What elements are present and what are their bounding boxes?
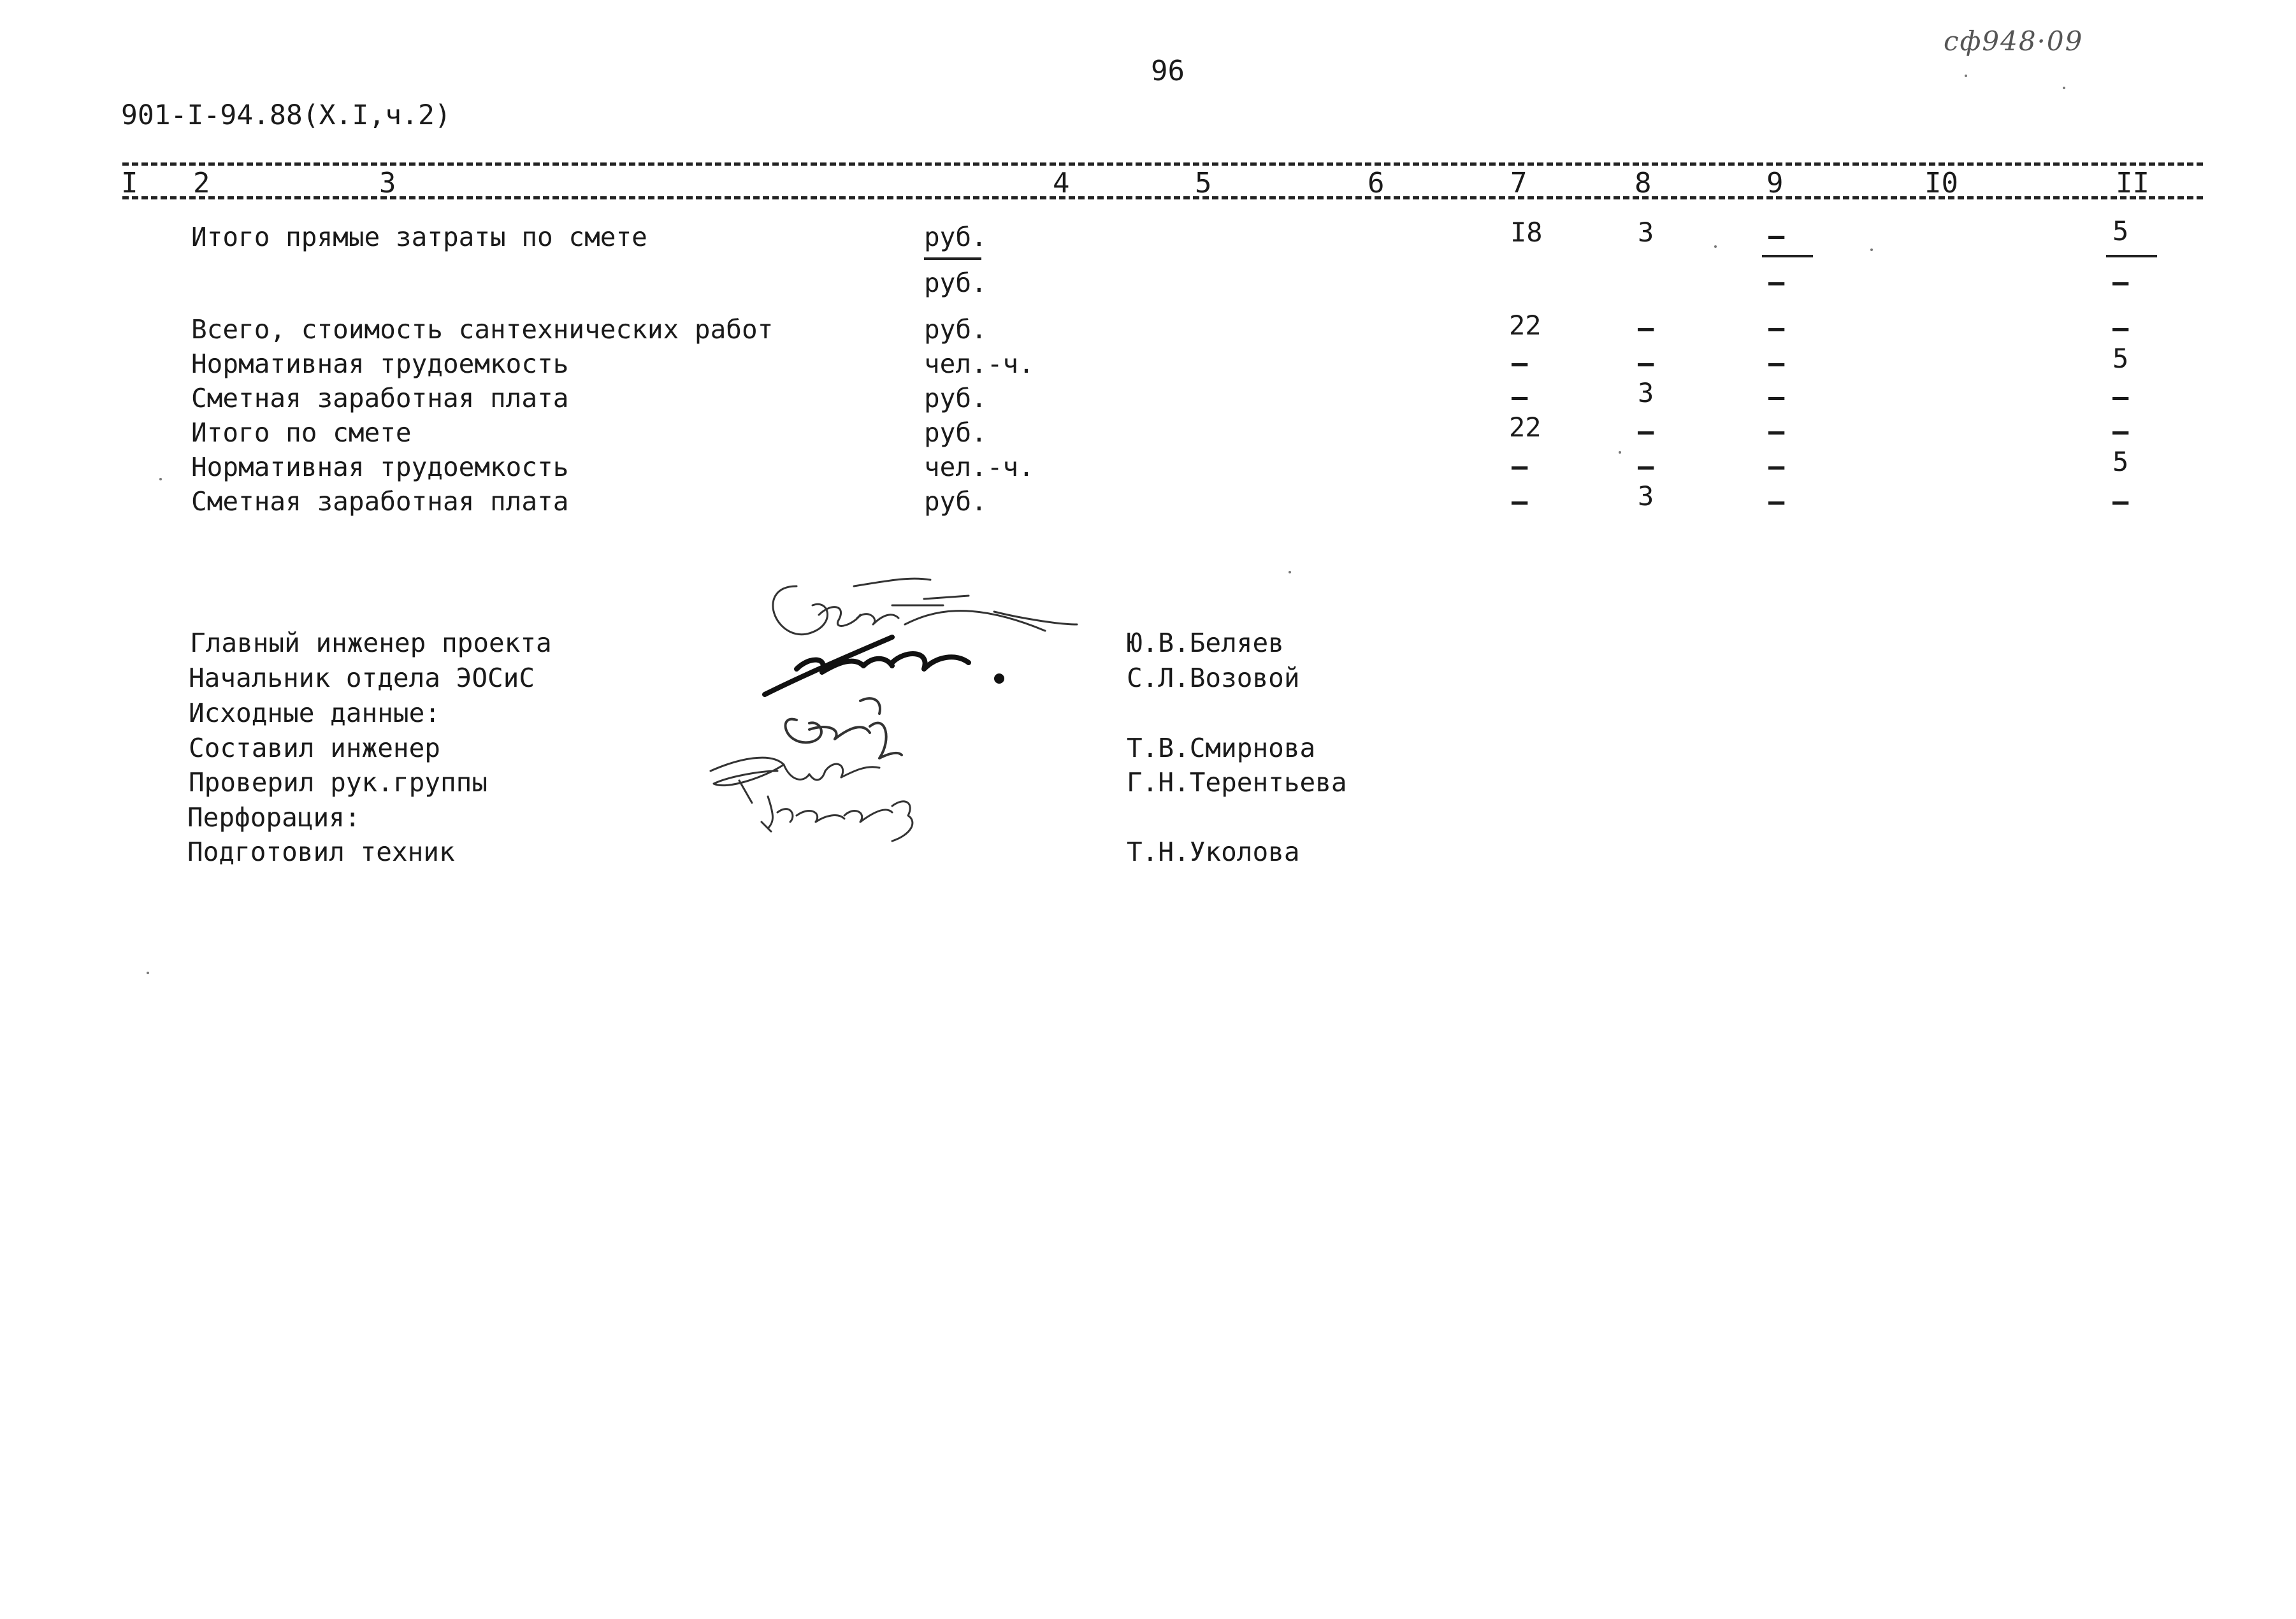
row-label: Итого прямые затраты по смете [191,222,647,252]
signature-smirnova [786,698,902,758]
signer-name: Т.Н.Уколова [1127,837,1300,867]
row-col7: I8 [1510,217,1543,248]
column-header-1: I [121,167,138,199]
signature-role: Проверил рук.группы [189,767,487,798]
column-header-5: 5 [1195,167,1212,199]
row-col11: 5 [2112,446,2129,477]
row-col9: – [1768,450,1785,482]
row-col11: – [2112,312,2129,343]
row-col8: – [1638,312,1654,343]
row-label: Итого по смете [191,417,412,448]
row-unit: руб. [924,222,987,252]
row-label: Всего, стоимость сантехнических работ [191,314,774,345]
row-unit: руб. [924,486,987,517]
corner-mark: сф948·09 [1944,25,2084,57]
row-col11: – [2112,381,2129,412]
row-label: Нормативная трудоемкость [191,452,569,482]
table-top-rule [122,162,2203,166]
row-col8: 3 [1638,377,1654,408]
scan-speck [1714,245,1717,248]
row-col9: – [1768,347,1785,378]
row-label: Сметная заработная плата [191,486,569,517]
page-number: 96 [1151,55,1185,87]
column-header-3: 3 [379,167,396,199]
scan-speck [1965,75,1967,77]
signer-name: Т.В.Смирнова [1127,733,1316,763]
row-unit: руб. [924,314,987,345]
row-col7: 22 [1509,412,1541,443]
scan-speck [1870,248,1873,251]
row-col8: 3 [1638,480,1654,512]
row-col8: – [1638,347,1654,378]
table-header-rule [122,196,2203,199]
row-col11: – [2112,266,2129,298]
row-col9: – [1768,266,1785,298]
row-col11: 5 [2112,343,2129,374]
row-unit: руб. [924,417,987,448]
row-col11: – [2112,486,2129,517]
signature-role: Составил инженер [189,733,440,763]
scan-speck [1289,571,1291,573]
row-col7: – [1512,486,1528,517]
row-col8: – [1638,415,1654,447]
row-col7: – [1512,450,1528,482]
col11-underline [2106,255,2157,257]
signature-role: Исходные данные: [189,698,440,728]
row-col11: – [2112,415,2129,447]
column-header-8: 8 [1635,167,1652,199]
column-header-4: 4 [1053,167,1070,199]
row-unit: чел.-ч. [924,349,1034,379]
row-col8: – [1638,450,1654,482]
signature-role: Подготовил техник [187,837,455,867]
signature-role: Начальник отдела ЭОСиС [189,663,535,693]
row-unit: чел.-ч. [924,452,1034,482]
col9-underline [1762,255,1813,257]
column-header-2: 2 [193,167,210,199]
scan-speck [147,972,149,974]
row-col9: – [1768,486,1785,517]
row-col7: – [1512,347,1528,378]
signer-name: Ю.В.Беляев [1127,628,1284,658]
signature-role: Перфорация: [187,802,361,833]
row-col9: – [1768,312,1785,343]
row-col9: – [1768,220,1785,251]
row-unit: руб. [924,268,987,298]
column-header-7: 7 [1510,167,1527,199]
row-label: Нормативная трудоемкость [191,349,569,379]
column-header-9: 9 [1766,167,1784,199]
row-col7: – [1512,381,1528,412]
signature-terenteva [711,758,879,803]
row-col11: 5 [2112,215,2129,247]
row-col9: – [1768,415,1785,447]
document-code: 901-I-94.88(X.I,ч.2) [121,99,451,131]
handwritten-signatures [701,561,1096,867]
scan-speck [2063,87,2065,89]
row-col9: – [1768,381,1785,412]
signer-name: С.Л.Возовой [1127,663,1300,693]
signature-vozovoy [765,637,1002,694]
signature-belyaev [773,579,1077,635]
unit-underline [924,257,981,260]
row-col8: 3 [1638,217,1654,248]
column-header-6: 6 [1368,167,1385,199]
column-header-10: I0 [1924,167,1958,199]
signer-name: Г.Н.Терентьева [1127,767,1347,798]
row-col7: 22 [1509,310,1541,341]
scan-speck [159,478,162,480]
signature-ukolova [762,796,913,841]
signature-role: Главный инженер проекта [190,628,552,658]
row-unit: руб. [924,383,987,414]
scan-speck [1619,451,1621,454]
column-header-11: II [2116,167,2149,199]
row-label: Сметная заработная плата [191,383,569,414]
